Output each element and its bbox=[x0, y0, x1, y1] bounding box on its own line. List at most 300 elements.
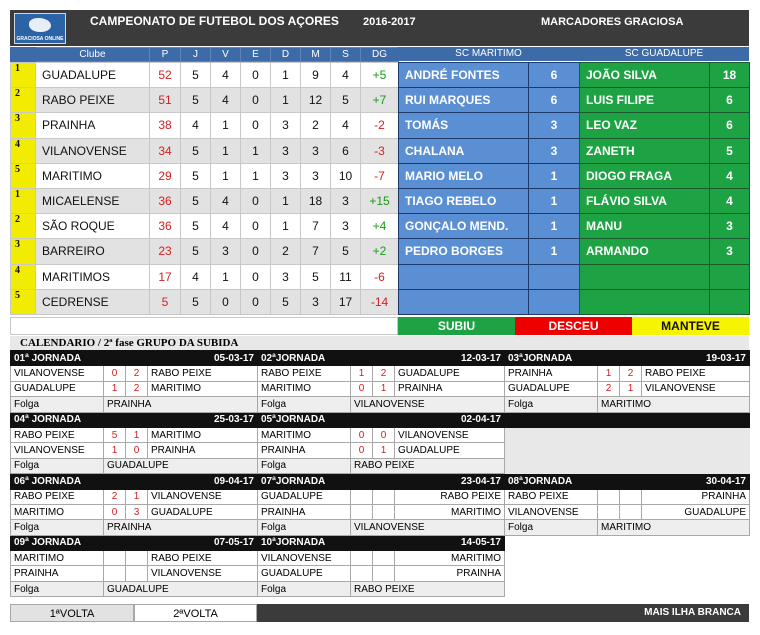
goal-difference: +5 bbox=[361, 63, 399, 88]
stat-v: 3 bbox=[211, 239, 241, 264]
jornada-date: 19-03-17 bbox=[620, 351, 750, 366]
volta1-tab[interactable]: 1ªVOLTA bbox=[10, 604, 134, 622]
jornada-title: 09ª JORNADA bbox=[11, 535, 126, 550]
scorer-row bbox=[399, 138, 580, 163]
jornada-title: 06ª JORNADA bbox=[11, 474, 126, 489]
scorer-name: GONÇALO MEND. bbox=[399, 214, 529, 239]
stat-v: 1 bbox=[211, 163, 241, 188]
scorer-goals: 6 bbox=[710, 113, 750, 138]
goal-difference: +7 bbox=[361, 88, 399, 113]
stat-v: 1 bbox=[211, 138, 241, 163]
home-score bbox=[598, 504, 620, 519]
scorer-name: FLÁVIO SILVA bbox=[580, 188, 710, 213]
goal-difference: -14 bbox=[361, 289, 399, 314]
club-name: CEDRENSE bbox=[36, 289, 150, 314]
stat-v: 0 bbox=[211, 289, 241, 314]
stat-j: 5 bbox=[181, 214, 211, 239]
scorer-row bbox=[399, 88, 580, 113]
away-score: 1 bbox=[126, 489, 148, 504]
away-team: VILANOVENSE bbox=[148, 566, 258, 581]
away-score bbox=[373, 566, 395, 581]
points-value: 23 bbox=[150, 239, 181, 264]
scorer-goals: 3 bbox=[710, 239, 750, 264]
points-value: 34 bbox=[150, 138, 181, 163]
logo-caption: GRACIOSA ONLINE bbox=[16, 36, 64, 42]
scorer-goals: 6 bbox=[710, 88, 750, 113]
scorer-goals bbox=[710, 264, 750, 289]
stat-d: 3 bbox=[271, 113, 301, 138]
points-value: 38 bbox=[150, 113, 181, 138]
away-team: RABO PEIXE bbox=[642, 366, 750, 381]
club-name: MARITIMO bbox=[36, 163, 150, 188]
club-name: GUADALUPE bbox=[36, 63, 150, 88]
brand-footer: MAIS ILHA BRANCA bbox=[257, 604, 749, 622]
home-score: 0 bbox=[104, 504, 126, 519]
away-score: 2 bbox=[126, 381, 148, 396]
stat-d: 3 bbox=[271, 264, 301, 289]
jornada-title: 02ªJORNADA bbox=[258, 351, 373, 366]
stat-s: 5 bbox=[331, 88, 361, 113]
scorer-goals: 3 bbox=[529, 113, 580, 138]
stat-j: 4 bbox=[181, 113, 211, 138]
stat-e: 1 bbox=[241, 163, 271, 188]
stat-d: 1 bbox=[271, 88, 301, 113]
position-badge: 3 bbox=[11, 113, 36, 138]
guadalupe-scorers-table bbox=[579, 62, 750, 315]
scorer-row bbox=[399, 63, 580, 88]
scorer-row bbox=[399, 264, 580, 289]
away-score bbox=[126, 551, 148, 566]
scorer-name: LUIS FILIPE bbox=[580, 88, 710, 113]
folga-label: Folga bbox=[505, 520, 598, 535]
points-value: 5 bbox=[150, 289, 181, 314]
club-name: SÃO ROQUE bbox=[36, 214, 150, 239]
scorer-row bbox=[399, 239, 580, 264]
scorer-name bbox=[580, 289, 710, 314]
scorer-row bbox=[580, 264, 750, 289]
stat-d: 5 bbox=[271, 289, 301, 314]
scorer-name: ARMANDO bbox=[580, 239, 710, 264]
home-team: RABO PEIXE bbox=[258, 366, 351, 381]
stat-j: 5 bbox=[181, 138, 211, 163]
folga-team: GUADALUPE bbox=[104, 581, 258, 596]
stat-j: 5 bbox=[181, 188, 211, 213]
folga-label: Folga bbox=[505, 397, 598, 412]
stat-v: 4 bbox=[211, 188, 241, 213]
home-team: GUADALUPE bbox=[11, 381, 104, 396]
folga-team: GUADALUPE bbox=[104, 458, 258, 473]
home-team: RABO PEIXE bbox=[11, 489, 104, 504]
island-shape-icon bbox=[29, 18, 51, 32]
position-badge: 2 bbox=[11, 88, 36, 113]
standings-row bbox=[11, 113, 399, 138]
stat-s: 3 bbox=[331, 188, 361, 213]
home-team: VILANOVENSE bbox=[11, 443, 104, 458]
scorer-name bbox=[399, 289, 529, 314]
home-team: VILANOVENSE bbox=[11, 366, 104, 381]
home-team: RABO PEIXE bbox=[11, 427, 104, 442]
stat-m: 3 bbox=[301, 138, 331, 163]
column-header-clube: Clube bbox=[36, 48, 150, 62]
scorer-name: RUI MARQUES bbox=[399, 88, 529, 113]
scorer-name: ANDRÉ FONTES bbox=[399, 63, 529, 88]
scorer-goals: 6 bbox=[529, 63, 580, 88]
home-team: VILANOVENSE bbox=[505, 504, 598, 519]
away-team: PRAINHA bbox=[148, 443, 258, 458]
stat-s: 4 bbox=[331, 113, 361, 138]
home-score: 2 bbox=[104, 489, 126, 504]
scorer-row bbox=[580, 239, 750, 264]
home-score: 0 bbox=[104, 366, 126, 381]
jornada-date: 14-05-17 bbox=[373, 535, 505, 550]
jornada-date: 02-04-17 bbox=[373, 412, 505, 427]
stat-s: 17 bbox=[331, 289, 361, 314]
jornada-title: 01ª JORNADA bbox=[11, 351, 126, 366]
home-team: MARITIMO bbox=[258, 427, 351, 442]
standings-row bbox=[11, 138, 399, 163]
scorer-name bbox=[399, 264, 529, 289]
stat-e: 0 bbox=[241, 214, 271, 239]
stat-v: 4 bbox=[211, 214, 241, 239]
empty-cell bbox=[505, 443, 750, 458]
empty-cell bbox=[505, 566, 750, 581]
jornada-title: 10ªJORNADA bbox=[258, 535, 373, 550]
stat-m: 18 bbox=[301, 188, 331, 213]
jornada-date: 12-03-17 bbox=[373, 351, 505, 366]
home-score: 5 bbox=[104, 427, 126, 442]
away-score bbox=[620, 504, 642, 519]
home-team: MARITIMO bbox=[11, 504, 104, 519]
position-badge: 4 bbox=[11, 264, 36, 289]
jornada-title: 07ªJORNADA bbox=[258, 474, 373, 489]
standings-row bbox=[11, 88, 399, 113]
stat-e: 1 bbox=[241, 138, 271, 163]
scorer-row bbox=[580, 113, 750, 138]
goal-difference: -3 bbox=[361, 138, 399, 163]
column-header-p: P bbox=[150, 48, 181, 62]
jornada-date: 09-04-17 bbox=[126, 474, 258, 489]
stat-m: 12 bbox=[301, 88, 331, 113]
stat-s: 4 bbox=[331, 63, 361, 88]
stat-v: 4 bbox=[211, 63, 241, 88]
away-team: GUADALUPE bbox=[395, 366, 505, 381]
graciosa-online-logo[interactable] bbox=[14, 13, 66, 44]
stat-e: 0 bbox=[241, 88, 271, 113]
home-score bbox=[598, 489, 620, 504]
folga-team: RABO PEIXE bbox=[351, 581, 505, 596]
away-team: VILANOVENSE bbox=[642, 381, 750, 396]
away-team: RABO PEIXE bbox=[395, 489, 505, 504]
scorer-name: LEO VAZ bbox=[580, 113, 710, 138]
folga-team: MARITIMO bbox=[598, 397, 750, 412]
scorer-row bbox=[399, 163, 580, 188]
points-value: 29 bbox=[150, 163, 181, 188]
stat-v: 1 bbox=[211, 113, 241, 138]
scorer-name: DIOGO FRAGA bbox=[580, 163, 710, 188]
stat-e: 0 bbox=[241, 289, 271, 314]
away-score: 2 bbox=[373, 366, 395, 381]
scorer-row bbox=[399, 113, 580, 138]
position-badge: 5 bbox=[11, 289, 36, 314]
scorer-name: PEDRO BORGES bbox=[399, 239, 529, 264]
scorer-name: JOÃO SILVA bbox=[580, 63, 710, 88]
scorer-name: MARIO MELO bbox=[399, 163, 529, 188]
stat-m: 3 bbox=[301, 163, 331, 188]
stat-e: 0 bbox=[241, 113, 271, 138]
position-badge: 4 bbox=[11, 138, 36, 163]
away-score: 0 bbox=[373, 427, 395, 442]
stat-d: 1 bbox=[271, 214, 301, 239]
maritimo-scorers-table bbox=[398, 62, 580, 315]
stat-v: 4 bbox=[211, 88, 241, 113]
scorer-name: CHALANA bbox=[399, 138, 529, 163]
jornada-header-row bbox=[11, 351, 750, 366]
scorer-row bbox=[399, 214, 580, 239]
jornada-date: 07-05-17 bbox=[126, 535, 258, 550]
fixture-row bbox=[11, 489, 750, 504]
stat-j: 4 bbox=[181, 264, 211, 289]
home-team: GUADALUPE bbox=[505, 381, 598, 396]
home-score: 1 bbox=[104, 443, 126, 458]
home-team: PRAINHA bbox=[11, 566, 104, 581]
jornada-header-row bbox=[11, 474, 750, 489]
home-score: 2 bbox=[598, 381, 620, 396]
scorer-goals: 1 bbox=[529, 188, 580, 213]
jornada-header-row bbox=[11, 535, 750, 550]
points-value: 17 bbox=[150, 264, 181, 289]
standings-row bbox=[11, 214, 399, 239]
volta2-tab[interactable]: 2ªVOLTA bbox=[134, 604, 257, 622]
folga-label: Folga bbox=[258, 458, 351, 473]
scorer-row bbox=[580, 63, 750, 88]
stat-d: 1 bbox=[271, 188, 301, 213]
stat-m: 2 bbox=[301, 113, 331, 138]
home-score bbox=[351, 551, 373, 566]
scorer-row bbox=[580, 163, 750, 188]
club-name: MICAELENSE bbox=[36, 188, 150, 213]
away-team: MARITIMO bbox=[395, 504, 505, 519]
home-score bbox=[351, 566, 373, 581]
calendar-title: CALENDARIO / 2ª fase GRUPO DA SUBIDA bbox=[10, 336, 749, 350]
stat-m: 7 bbox=[301, 214, 331, 239]
season-label: 2016-2017 bbox=[363, 16, 416, 28]
jornada-date: 30-04-17 bbox=[620, 474, 750, 489]
folga-team: VILANOVENSE bbox=[351, 520, 505, 535]
column-header-m: M bbox=[301, 48, 331, 62]
stat-d: 3 bbox=[271, 138, 301, 163]
scorer-name: TOMÁS bbox=[399, 113, 529, 138]
column-header-e: E bbox=[241, 48, 271, 62]
column-header-s: S bbox=[331, 48, 361, 62]
away-score bbox=[620, 489, 642, 504]
maritimo-scorers-header: SC MARITIMO bbox=[398, 47, 579, 61]
stat-d: 2 bbox=[271, 239, 301, 264]
stat-e: 0 bbox=[241, 188, 271, 213]
folga-team: PRAINHA bbox=[104, 397, 258, 412]
fixture-row bbox=[11, 566, 750, 581]
fixture-row bbox=[11, 366, 750, 381]
stat-v: 1 bbox=[211, 264, 241, 289]
scorer-goals bbox=[529, 289, 580, 314]
stat-m: 5 bbox=[301, 264, 331, 289]
standings-table bbox=[10, 62, 399, 315]
scorer-goals: 6 bbox=[529, 88, 580, 113]
empty-cell bbox=[505, 535, 750, 550]
away-score bbox=[373, 504, 395, 519]
stat-e: 0 bbox=[241, 264, 271, 289]
jornada-header-row bbox=[11, 412, 750, 427]
scorer-goals: 4 bbox=[710, 188, 750, 213]
scorers-title: MARCADORES GRACIOSA bbox=[541, 16, 684, 28]
home-team: PRAINHA bbox=[505, 366, 598, 381]
goal-difference: +2 bbox=[361, 239, 399, 264]
away-score: 1 bbox=[373, 381, 395, 396]
stat-j: 5 bbox=[181, 88, 211, 113]
away-score bbox=[373, 489, 395, 504]
folga-label: Folga bbox=[258, 520, 351, 535]
empty-cell bbox=[505, 551, 750, 566]
stat-j: 5 bbox=[181, 163, 211, 188]
scorer-row bbox=[580, 88, 750, 113]
scorer-name: ZANETH bbox=[580, 138, 710, 163]
away-score: 1 bbox=[620, 381, 642, 396]
folga-row bbox=[11, 520, 750, 535]
scorer-goals: 1 bbox=[529, 163, 580, 188]
home-team: VILANOVENSE bbox=[258, 551, 351, 566]
stat-j: 5 bbox=[181, 63, 211, 88]
standings-row bbox=[11, 289, 399, 314]
home-team: RABO PEIXE bbox=[505, 489, 598, 504]
stat-s: 3 bbox=[331, 214, 361, 239]
scorer-row bbox=[580, 289, 750, 314]
goal-difference: +4 bbox=[361, 214, 399, 239]
away-score: 0 bbox=[126, 443, 148, 458]
folga-team: MARITIMO bbox=[598, 520, 750, 535]
column-header-v: V bbox=[211, 48, 241, 62]
stat-e: 0 bbox=[241, 63, 271, 88]
folga-label: Folga bbox=[11, 397, 104, 412]
scorer-goals: 1 bbox=[529, 239, 580, 264]
column-header-d: D bbox=[271, 48, 301, 62]
scorer-row bbox=[580, 214, 750, 239]
scorer-name: MANU bbox=[580, 214, 710, 239]
away-team: GUADALUPE bbox=[148, 504, 258, 519]
goal-difference: -6 bbox=[361, 264, 399, 289]
fixture-row bbox=[11, 551, 750, 566]
scorer-goals: 5 bbox=[710, 138, 750, 163]
away-team: RABO PEIXE bbox=[148, 551, 258, 566]
away-score: 3 bbox=[126, 504, 148, 519]
home-score bbox=[104, 551, 126, 566]
folga-row bbox=[11, 581, 750, 596]
position-badge: 1 bbox=[11, 63, 36, 88]
empty-cell bbox=[505, 427, 750, 442]
folga-team: RABO PEIXE bbox=[351, 458, 505, 473]
folga-row bbox=[11, 458, 750, 473]
standings-footer-row bbox=[10, 317, 398, 335]
folga-team: VILANOVENSE bbox=[351, 397, 505, 412]
away-team: VILANOVENSE bbox=[148, 489, 258, 504]
jornada-title: 05ªJORNADA bbox=[258, 412, 373, 427]
scorer-name bbox=[580, 264, 710, 289]
scorer-goals: 4 bbox=[710, 163, 750, 188]
folga-row bbox=[11, 397, 750, 412]
standings-row bbox=[11, 239, 399, 264]
home-score: 0 bbox=[351, 381, 373, 396]
away-team: GUADALUPE bbox=[395, 443, 505, 458]
jornada-title: 04ª JORNADA bbox=[11, 412, 126, 427]
away-team: MARITIMO bbox=[395, 551, 505, 566]
stat-j: 5 bbox=[181, 239, 211, 264]
scorer-goals bbox=[529, 264, 580, 289]
standings-row bbox=[11, 163, 399, 188]
away-score bbox=[126, 566, 148, 581]
scorer-name: TIAGO REBELO bbox=[399, 188, 529, 213]
folga-label: Folga bbox=[258, 581, 351, 596]
scorer-row bbox=[580, 188, 750, 213]
away-team: VILANOVENSE bbox=[395, 427, 505, 442]
home-score: 1 bbox=[598, 366, 620, 381]
club-name: PRAINHA bbox=[36, 113, 150, 138]
goal-difference: -7 bbox=[361, 163, 399, 188]
away-score bbox=[373, 551, 395, 566]
home-score: 1 bbox=[104, 381, 126, 396]
folga-label: Folga bbox=[11, 520, 104, 535]
stat-d: 1 bbox=[271, 63, 301, 88]
stat-s: 5 bbox=[331, 239, 361, 264]
home-score: 0 bbox=[351, 443, 373, 458]
home-score bbox=[351, 504, 373, 519]
position-badge: 3 bbox=[11, 239, 36, 264]
fixture-row bbox=[11, 381, 750, 396]
stat-j: 5 bbox=[181, 289, 211, 314]
home-team: GUADALUPE bbox=[258, 489, 351, 504]
folga-team: PRAINHA bbox=[104, 520, 258, 535]
goal-difference: -2 bbox=[361, 113, 399, 138]
away-score: 1 bbox=[373, 443, 395, 458]
away-team: GUADALUPE bbox=[642, 504, 750, 519]
fixture-row bbox=[11, 427, 750, 442]
scorer-goals: 3 bbox=[710, 214, 750, 239]
away-team: PRAINHA bbox=[395, 381, 505, 396]
away-team: MARITIMO bbox=[148, 427, 258, 442]
guadalupe-scorers-header: SC GUADALUPE bbox=[579, 47, 749, 61]
empty-cell bbox=[505, 458, 750, 473]
points-value: 36 bbox=[150, 214, 181, 239]
away-team: PRAINHA bbox=[642, 489, 750, 504]
home-score bbox=[351, 489, 373, 504]
home-score bbox=[104, 566, 126, 581]
folga-label: Folga bbox=[258, 397, 351, 412]
fixture-row bbox=[11, 443, 750, 458]
away-score: 2 bbox=[126, 366, 148, 381]
stat-m: 7 bbox=[301, 239, 331, 264]
away-team: MARITIMO bbox=[148, 381, 258, 396]
stat-m: 9 bbox=[301, 63, 331, 88]
standings-row bbox=[11, 188, 399, 213]
club-name: MARITIMOS bbox=[36, 264, 150, 289]
column-header-j: J bbox=[181, 48, 211, 62]
legend-subiu: SUBIU bbox=[398, 317, 515, 335]
jornada-date: 25-03-17 bbox=[126, 412, 258, 427]
position-badge: 5 bbox=[11, 163, 36, 188]
scorer-goals bbox=[710, 289, 750, 314]
page-header bbox=[10, 10, 749, 46]
stat-e: 0 bbox=[241, 239, 271, 264]
points-value: 51 bbox=[150, 88, 181, 113]
standings-row bbox=[11, 264, 399, 289]
home-team: PRAINHA bbox=[258, 443, 351, 458]
